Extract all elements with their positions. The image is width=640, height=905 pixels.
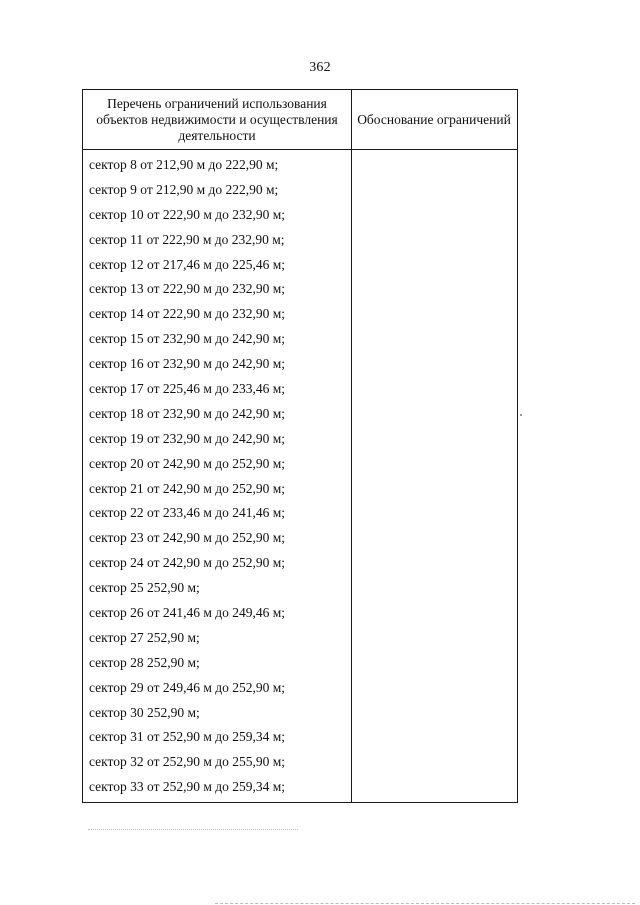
table-row: сектор 30 252,90 м; [89, 704, 200, 720]
table-row: сектор 33 от 252,90 м до 259,34 м; [89, 779, 286, 795]
restrictions-table [82, 89, 518, 803]
header-justification: Обоснование ограничений [357, 111, 511, 127]
table-row: сектор 23 от 242,90 м до 252,90 м; [89, 530, 286, 546]
table-body [89, 153, 347, 800]
table-row: сектор 21 от 242,90 м до 252,90 м; [89, 480, 286, 496]
scan-artifact-line [215, 903, 635, 904]
table-row: сектор 27 252,90 м; [89, 629, 200, 645]
table-row: сектор 28 252,90 м; [89, 654, 200, 670]
table-row: сектор 29 от 249,46 м до 252,90 м; [89, 679, 286, 695]
scan-speck [520, 414, 522, 416]
column-divider [351, 90, 352, 802]
table-row: сектор 12 от 217,46 м до 225,46 м; [89, 256, 286, 272]
table-row: сектор 20 от 242,90 м до 252,90 м; [89, 455, 286, 471]
table-row: сектор 25 252,90 м; [89, 580, 200, 596]
table-row: сектор 8 от 212,90 м до 222,90 м; [89, 157, 279, 172]
table-row: сектор 13 от 222,90 м до 232,90 м; [89, 281, 286, 297]
table-row: сектор 15 от 232,90 м до 242,90 м; [89, 331, 286, 347]
table-row: сектор 9 от 212,90 м до 222,90 м; [89, 181, 279, 197]
header-restrictions-list: Перечень ограничений использования объектов недвижимости и осуществления деятельности [96, 95, 338, 143]
scan-artifact-line [88, 829, 298, 830]
table-row: сектор 18 от 232,90 м до 242,90 м; [89, 405, 286, 421]
table-row: сектор 14 от 222,90 м до 232,90 м; [89, 306, 286, 322]
table-row: сектор 16 от 232,90 м до 242,90 м; [89, 356, 286, 372]
table-row: сектор 11 от 222,90 м до 232,90 м; [89, 231, 285, 247]
table-row: сектор 31 от 252,90 м до 259,34 м; [89, 729, 286, 745]
table-row: сектор 24 от 242,90 м до 252,90 м; [89, 555, 286, 571]
table-row: сектор 26 от 241,46 м до 249,46 м; [89, 605, 286, 621]
table-row: сектор 19 от 232,90 м до 242,90 м; [89, 430, 286, 446]
table-row: сектор 22 от 233,46 м до 241,46 м; [89, 505, 286, 521]
page-number: 362 [309, 60, 331, 75]
table-row: сектор 32 от 252,90 м до 255,90 м; [89, 754, 286, 770]
table-row: сектор 10 от 222,90 м до 232,90 м; [89, 206, 286, 222]
header-divider [83, 149, 517, 150]
table-row: сектор 17 от 225,46 м до 233,46 м; [89, 381, 286, 397]
